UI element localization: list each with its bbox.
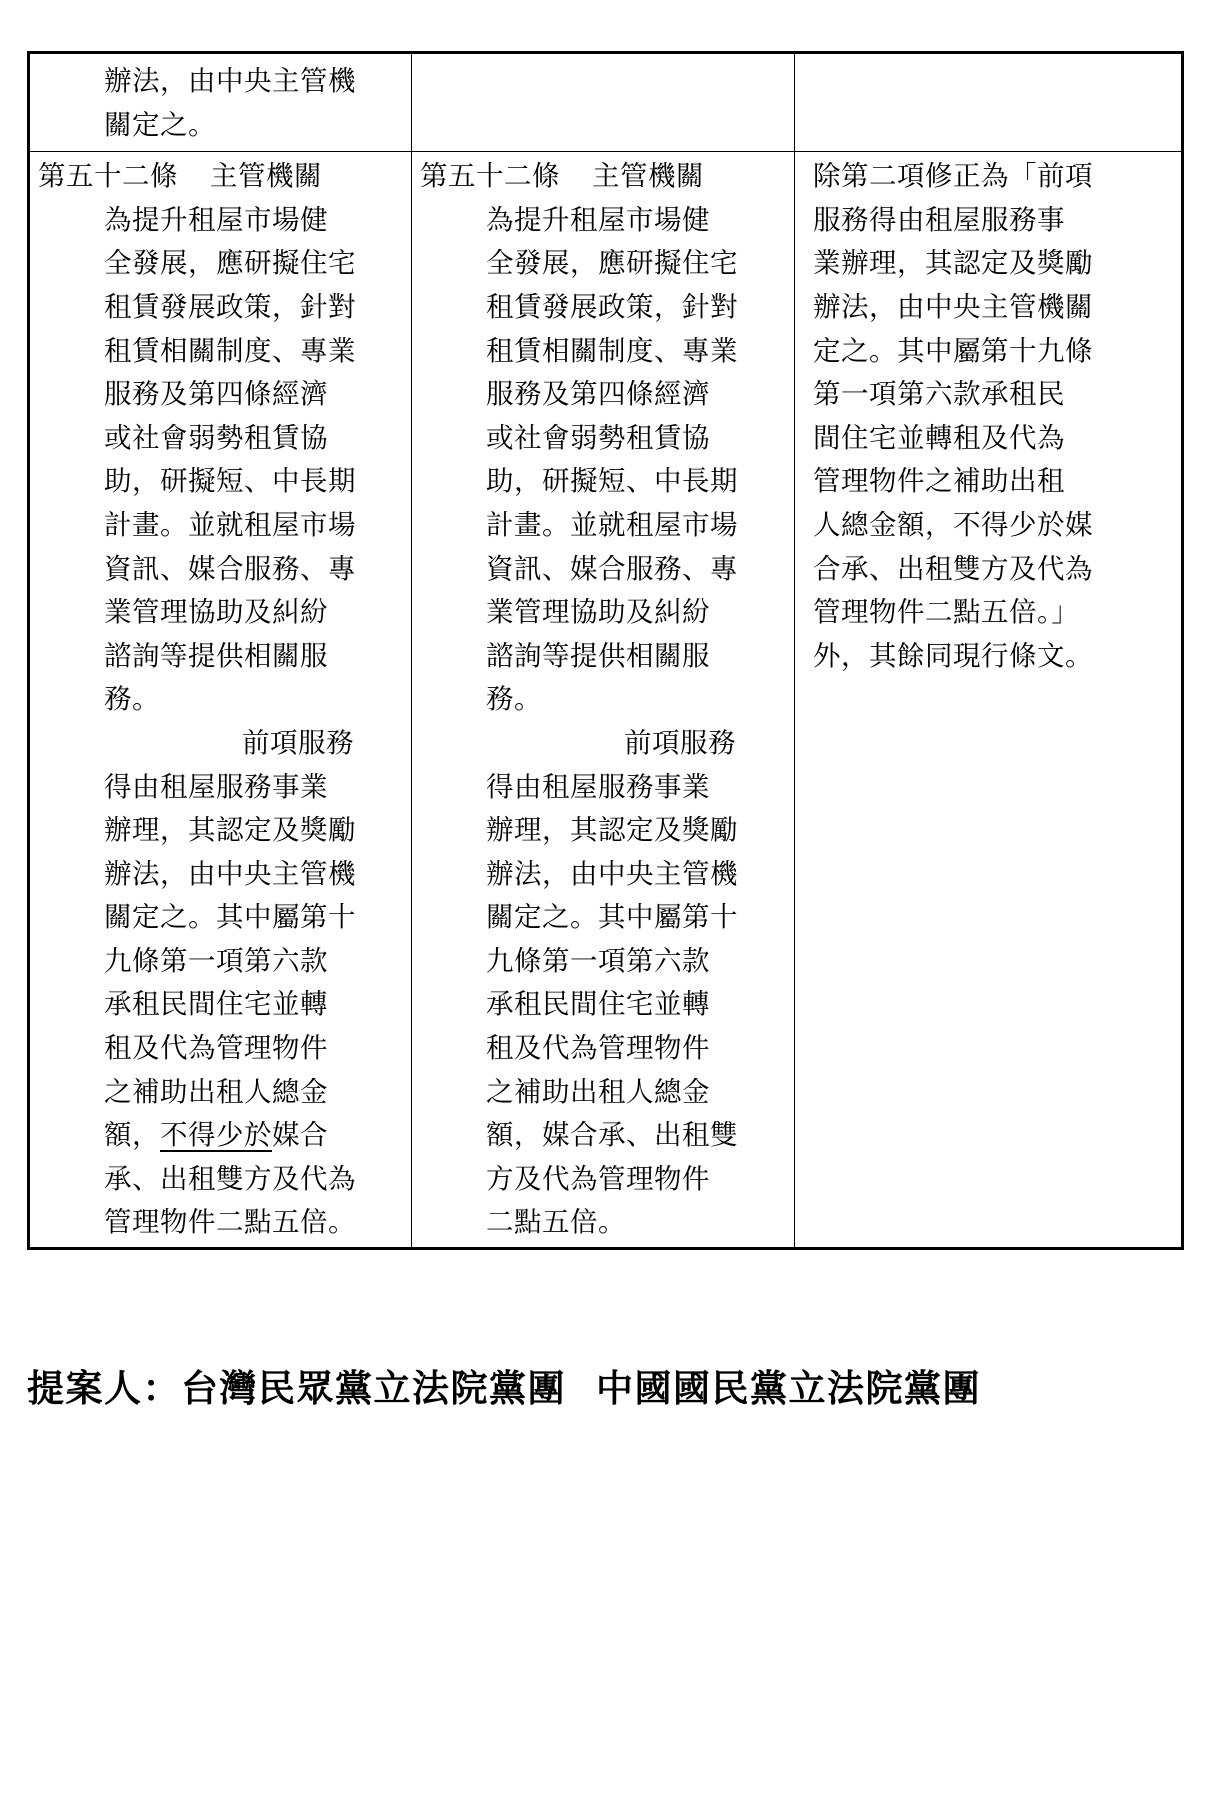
explanation-text xyxy=(795,152,1181,680)
article-heading xyxy=(420,155,786,199)
text-line: 辦法，由中央主管機 xyxy=(486,857,738,890)
article-heading xyxy=(38,155,403,199)
text-line: 辦理，其認定及獎勵 xyxy=(486,814,738,847)
text-line: 為提升租屋市場健 xyxy=(104,203,328,236)
text-line: 服務及第四條經濟 xyxy=(486,378,710,411)
text-line: 租及代為管理物件 xyxy=(104,1032,328,1065)
text-line: 承租民間住宅並轉 xyxy=(104,988,328,1021)
comparison-table xyxy=(27,51,1184,1250)
paragraph-2 xyxy=(38,766,403,1115)
text-line: 外，其餘同現行條文。 xyxy=(813,639,1093,672)
text-line: 或社會弱勢租賃協 xyxy=(104,421,328,454)
text-line: 業管理協助及糾紛 xyxy=(104,596,328,629)
article-head-text: 主管機關 xyxy=(592,160,704,193)
cell-current-text-continued xyxy=(412,53,795,152)
text-line: 關定之。其中屬第十 xyxy=(486,901,738,934)
paragraph-1 xyxy=(38,199,403,722)
text-line: 業辦理，其認定及獎勵 xyxy=(813,247,1093,280)
text-line: 得由租屋服務事業 xyxy=(104,770,328,803)
amended-article-text xyxy=(30,152,411,1247)
text-line: 管理物件之補助出租 xyxy=(813,465,1065,498)
text-line: 額，媒合承、出租雙 xyxy=(486,1119,738,1152)
text-line: 租賃發展政策，針對 xyxy=(104,290,356,323)
current-text-continued-empty xyxy=(412,54,794,64)
text-line: 計畫。並就租屋市場 xyxy=(486,508,738,541)
text-line: 合承、出租雙方及代為 xyxy=(813,552,1093,585)
proposer-party-2: 中國國民黨立法院黨團 xyxy=(596,1366,981,1410)
text-line: 管理物件二點五倍。」 xyxy=(813,596,1080,629)
text-line: 租賃相關制度、專業 xyxy=(486,334,738,367)
text-line: 諮詢等提供相關服 xyxy=(486,639,710,672)
text-line: 之補助出租人總金 xyxy=(486,1075,710,1108)
text-line: 務。 xyxy=(104,683,160,716)
proposer-party-1: 台灣民眾黨立法院黨團 xyxy=(181,1366,566,1410)
text-line: 關定之。 xyxy=(104,108,216,141)
paragraph-2-start: 前項服務 xyxy=(242,726,354,759)
text-line: 務。 xyxy=(486,683,542,716)
text-line: 計畫。並就租屋市場 xyxy=(104,508,356,541)
table-row-continuation xyxy=(29,53,1183,152)
paragraph-2 xyxy=(420,766,786,1246)
text-line: 辦法，由中央主管機 xyxy=(104,857,356,890)
text-line: 諮詢等提供相關服 xyxy=(104,639,328,672)
text-line: 承租民間住宅並轉 xyxy=(486,988,710,1021)
text-line: 全發展，應研擬住宅 xyxy=(486,247,738,280)
cell-explanation-continued xyxy=(795,53,1183,152)
table-row-article-52 xyxy=(29,152,1183,1249)
text-line: 二點五倍。 xyxy=(486,1206,626,1239)
text-line: 資訊、媒合服務、專 xyxy=(486,552,738,585)
proposer-line xyxy=(27,1358,981,1412)
article-number: 第五十二條 xyxy=(38,160,178,193)
text-line: 服務及第四條經濟 xyxy=(104,378,328,411)
text-line: 定之。其中屬第十九條 xyxy=(813,334,1093,367)
text-line: 第一項第六款承租民 xyxy=(813,378,1065,411)
proposer-label: 提案人： xyxy=(27,1366,181,1410)
cell-amended-text-continued xyxy=(29,53,412,152)
text-line: 管理物件二點五倍。 xyxy=(104,1206,356,1239)
paragraph-1 xyxy=(420,199,786,722)
text-line: 關定之。其中屬第十 xyxy=(104,901,356,934)
text-line: 承、出租雙方及代為 xyxy=(104,1162,356,1195)
cell-explanation xyxy=(795,152,1183,1249)
paragraph-2-end xyxy=(38,1158,403,1245)
text-line: 辦理，其認定及獎勵 xyxy=(104,814,356,847)
text-line: 資訊、媒合服務、專 xyxy=(104,552,356,585)
text-line: 租賃相關制度、專業 xyxy=(104,334,356,367)
paragraph-2-start: 前項服務 xyxy=(624,726,736,759)
text-line: 人總金額，不得少於媒 xyxy=(813,508,1093,541)
text-line: 助，研擬短、中長期 xyxy=(486,465,738,498)
cell-amended-article xyxy=(29,152,412,1249)
text-line: 除第二項修正為「前項 xyxy=(813,160,1093,193)
text-line: 為提升租屋市場健 xyxy=(486,203,710,236)
text-line: 助，研擬短、中長期 xyxy=(104,465,356,498)
explanation-continued-empty xyxy=(795,54,1181,64)
text-line: 之補助出租人總金 xyxy=(104,1075,328,1108)
underlined-amendment: 不得少於 xyxy=(160,1119,272,1152)
text-line: 方及代為管理物件 xyxy=(486,1162,710,1195)
cell-current-article xyxy=(412,152,795,1249)
amended-underlined-line xyxy=(38,1114,403,1158)
text-after-underline: 媒合 xyxy=(272,1119,328,1152)
text-line: 得由租屋服務事業 xyxy=(486,770,710,803)
text-line: 間住宅並轉租及代為 xyxy=(813,421,1065,454)
text-line: 辦法，由中央主管機關 xyxy=(813,290,1093,323)
text-line: 辦法，由中央主管機 xyxy=(104,65,356,97)
text-line: 全發展，應研擬住宅 xyxy=(104,247,356,280)
text-line: 業管理協助及糾紛 xyxy=(486,596,710,629)
text-before-underline: 額， xyxy=(104,1119,160,1152)
text-line: 九條第一項第六款 xyxy=(104,944,328,977)
article-head-text: 主管機關 xyxy=(210,160,322,193)
amended-text-continued xyxy=(30,54,411,151)
current-article-text xyxy=(412,152,794,1247)
text-line: 服務得由租屋服務事 xyxy=(813,203,1065,236)
text-line: 或社會弱勢租賃協 xyxy=(486,421,710,454)
text-line: 租及代為管理物件 xyxy=(486,1032,710,1065)
article-number: 第五十二條 xyxy=(420,160,560,193)
text-line: 九條第一項第六款 xyxy=(486,944,710,977)
text-line: 租賃發展政策，針對 xyxy=(486,290,738,323)
